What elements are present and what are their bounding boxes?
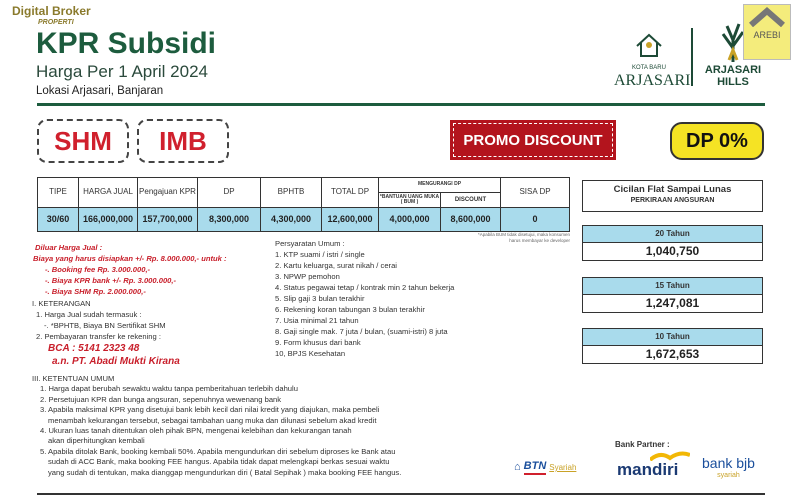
mandiri-logo: mandiri <box>617 460 679 479</box>
section-title: Persyaratan Umum : <box>275 239 345 248</box>
list-item: 5. Apabila ditolak Bank, booking kembali 50%. Apabila mengundurkan diri sebelum diproses ke Bank atau <box>40 446 396 456</box>
plan-label: 15 Tahun <box>583 278 762 295</box>
col-header: *BANTUAN UANG MUKA ( BUM ) <box>379 193 441 208</box>
extra-costs <box>35 242 227 297</box>
keterangan <box>32 298 180 368</box>
logo-text: KOTA BARU <box>632 65 666 71</box>
shm-badge: SHM <box>37 119 129 163</box>
page-title: KPR Subsidi <box>36 27 217 60</box>
plan-label: 20 Tahun <box>583 226 762 243</box>
list-item: 1. Harga dapat berubah sewaktu waktu tanpa pemberitahuan terlebih dahulu <box>40 384 298 394</box>
plan-label: 10 Tahun <box>583 329 762 346</box>
price-table <box>37 177 570 232</box>
cicilan-title: Cicilan Flat Sampai Lunas <box>613 184 732 195</box>
btn-icon: ⌂ <box>514 461 521 473</box>
plan-value: 1,040,750 <box>645 244 700 258</box>
cost-item: -. Biaya SHM Rp. 2.000.000,- <box>45 287 146 296</box>
arebi-logo <box>743 4 791 60</box>
location: Lokasi Arjasari, Banjaran <box>36 85 164 97</box>
list-item: 7. Usia minimal 21 tahun <box>275 316 359 325</box>
ketentuan <box>32 374 401 478</box>
logo-text: bank bjb <box>702 455 755 471</box>
col-header: TIPE <box>38 178 79 208</box>
btn-logo <box>514 460 576 475</box>
cicilan-header <box>582 180 763 212</box>
extra-costs-line: Biaya yang harus disiapkan +/- Rp. 8.000.000,- untuk : <box>33 254 227 263</box>
bottom-divider <box>37 493 765 495</box>
cicilan-subtitle: PERKIRAAN ANGSURAN <box>630 197 715 204</box>
col-header: BPHTB <box>261 178 322 208</box>
list-item: 10, BPJS Kesehatan <box>275 349 346 358</box>
cell: 4,000,000 <box>379 208 441 232</box>
cell: 8,300,000 <box>198 208 261 232</box>
plan-10 <box>582 328 763 364</box>
arjasari-hills-logo <box>703 64 763 88</box>
list-item: 8. Gaji single mak. 7 juta / bulan, (suami-istri) 8 juta <box>275 327 448 336</box>
list-item: 2. Persetujuan KPR dan bunga angsuran, sepenuhnya wewenang bank <box>40 394 282 404</box>
cell: 0 <box>501 208 570 232</box>
cost-item: -. Booking fee Rp. 3.000.000,- <box>45 265 151 274</box>
persyaratan <box>275 238 454 359</box>
list-item: 1. KTP suami / istri / single <box>275 250 365 259</box>
table-row <box>38 208 570 232</box>
imb-badge: IMB <box>137 119 229 163</box>
roof-icon <box>747 5 787 27</box>
logo-divider <box>691 28 693 86</box>
col-header: TOTAL DP <box>322 178 379 208</box>
list-item: 1. Harga Jual sudah termasuk : <box>36 310 142 319</box>
plan-value: 1,672,653 <box>645 347 700 361</box>
list-item: 4. Ukuran luas tanah ditentukan oleh pihak BPN, mengenai kelebihan dan kekurangan tanah <box>40 426 352 436</box>
kota-baru-arjasari-logo <box>614 32 691 90</box>
list-item: 2. Kartu keluarga, surat nikah / cerai <box>275 261 397 270</box>
logo-text: syariah <box>717 472 740 479</box>
list-item: 6. Rekening koran tabungan 3 bulan terakhir <box>275 305 425 314</box>
cell: 30/60 <box>38 208 79 232</box>
list-item: menambah kekurangan tersebut, sebagai tambahan uang muka dan dilunasi sebelum akad kredit <box>48 415 377 425</box>
logo-text: HILLS <box>717 76 749 88</box>
col-header: Pengajuan KPR <box>138 178 198 208</box>
logo-text: AREBI <box>753 30 781 40</box>
col-header: DISCOUNT <box>441 193 501 208</box>
account-holder: a.n. PT. Abadi Mukti Kirana <box>52 356 180 367</box>
list-item: 5. Slip gaji 3 bulan terakhir <box>275 294 365 303</box>
logo-text: ARJASARI <box>704 64 762 76</box>
logo-text: BTN <box>524 460 547 475</box>
list-item: 2. Pembayaran transfer ke rekening : <box>36 332 161 341</box>
brand-sub: PROPERTI <box>38 19 74 26</box>
list-item: 3. Apabila maksimal KPR yang disetujui bank lebih kecil dari nilai kredit yang diajukan, maka pembeli <box>40 405 380 415</box>
bank-partner-title: Bank Partner : <box>615 440 670 449</box>
plan-value: 1,247,081 <box>645 296 700 310</box>
brand-name: Digital Broker <box>12 4 91 18</box>
cell: 166,000,000 <box>79 208 138 232</box>
section-title: III. KETENTUAN UMUM <box>32 374 115 383</box>
logo-text: ARJASARI <box>614 72 691 89</box>
cell: 12,600,000 <box>322 208 379 232</box>
promo-badge: PROMO DISCOUNT <box>453 123 613 157</box>
divider <box>37 103 765 106</box>
cost-item: -. Biaya KPR bank +/- Rp. 3.000.000,- <box>45 276 177 285</box>
bjb-logo <box>702 455 755 480</box>
list-item: 9. Form khusus dari bank <box>275 338 361 347</box>
plan-20 <box>582 225 763 261</box>
col-header: MENGURANGI DP <box>379 178 501 193</box>
plan-15 <box>582 277 763 313</box>
col-header: HARGA JUAL <box>79 178 138 208</box>
table-note: *Apabila BUM tidak disetujui, maka konsumen harus membayar ke developer <box>477 232 570 243</box>
list-item: yang sudah di tentukan, maka dianggap mengundurkan diri ( Batal Sepihak ) maka booking FEE hangus. <box>48 467 402 477</box>
list-item: akan diperhitungkan kembali <box>48 436 145 446</box>
section-title: I. KETERANGAN <box>32 299 91 308</box>
dp-badge: DP 0% <box>670 122 764 160</box>
price-date: Harga Per 1 April 2024 <box>36 62 208 81</box>
extra-costs-title: Diluar Harga Jual : <box>35 243 103 252</box>
cell: 157,700,000 <box>138 208 198 232</box>
list-item: sudah di ACC Bank, maka booking FEE hangus. Apabila tidak dapat melengkapi berkas sesuai waktu <box>48 457 390 467</box>
bank-account: BCA : 5141 2323 48 <box>48 343 140 354</box>
list-item: -. *BPHTB, Biaya BN Sertifikat SHM <box>44 321 166 330</box>
list-item: 3. NPWP pemohon <box>275 272 340 281</box>
logo-text: Syariah <box>549 463 577 472</box>
list-item: 4. Status pegawai tetap / kontrak min 2 tahun bekerja <box>275 283 455 292</box>
col-header: DP <box>198 178 261 208</box>
cell: 8,600,000 <box>441 208 501 232</box>
cell: 4,300,000 <box>261 208 322 232</box>
house-icon <box>634 32 664 60</box>
col-header: SISA DP <box>501 178 570 208</box>
